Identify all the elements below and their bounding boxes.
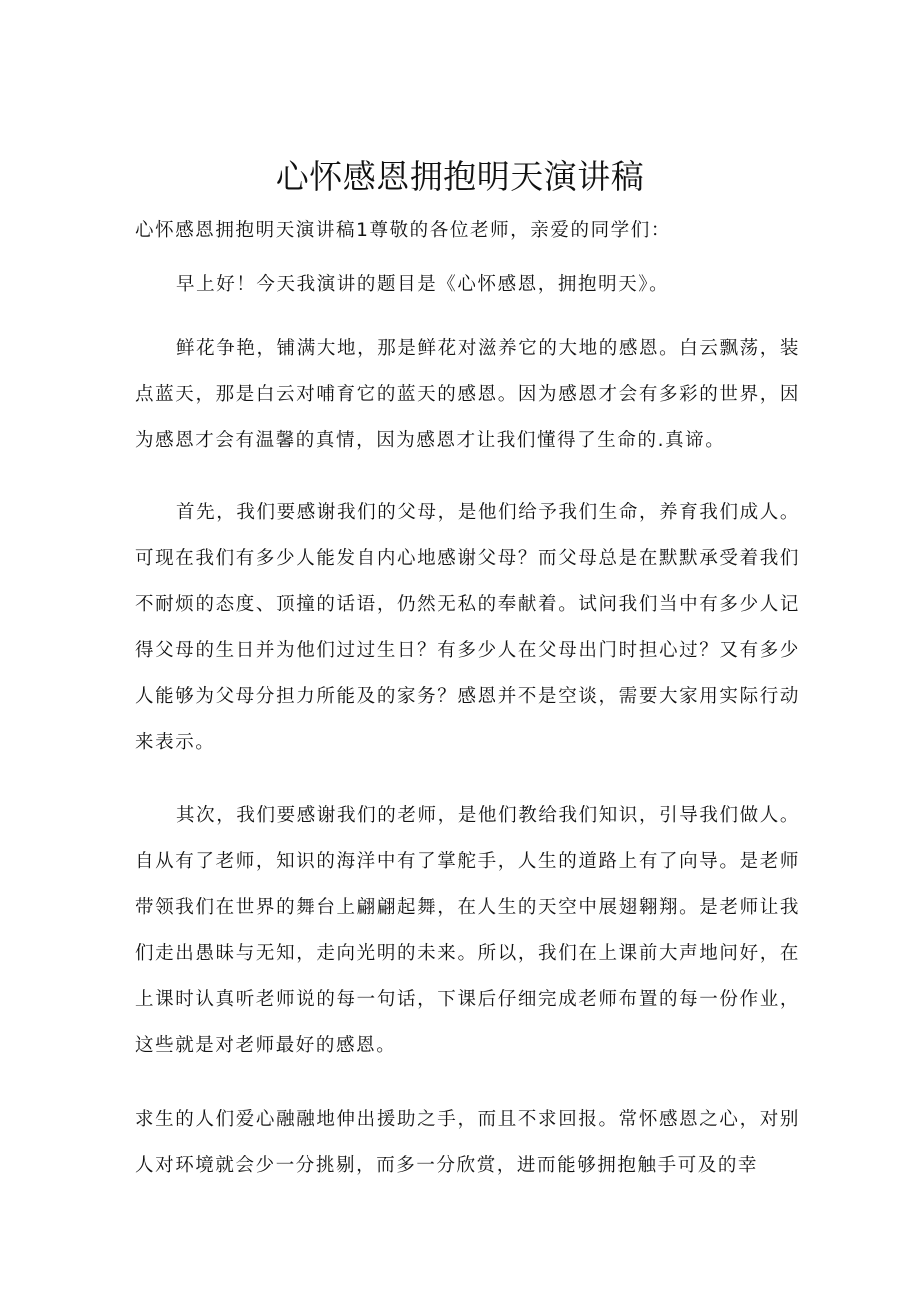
paragraph-thank-teachers: 其次，我们要感谢我们的老师，是他们教给我们知识，引导我们做人。自从有了老师，知识的海洋中有了掌舵手，人生的道路上有了向导。是老师带领我们在世界的舞台上翩翩起舞，在人生的天空中展翅翱翔。是老师让我们走出愚昧与无知，走向光明的未来。所以，我们在上课前大声地问好，在上课时认真听老师说的每一句话，下课后仔细完成老师布置的每一份作业，这些就是对老师最好的感恩。	[135, 805, 800, 1056]
paragraph-greeting: 早上好！今天我演讲的题目是《心怀感恩，拥抱明天》。	[176, 274, 670, 295]
paragraph-flowers-clouds: 鲜花争艳，铺满大地，那是鲜花对滋养它的大地的感恩。白云飘荡，装点蓝天，那是白云对哺育它的蓝天的感恩。因为感恩才会有多彩的世界，因为感恩才会有温馨的真情，因为感恩才让我们懂得了生命的.真谛。	[135, 338, 800, 451]
document-title: 心怀感恩拥抱明天演讲稿	[275, 157, 645, 196]
paragraph-thank-parents: 首先，我们要感谢我们的父母，是他们给予我们生命，养育我们成人。可现在我们有多少人能发自内心地感谢父母？而父母总是在默默承受着我们不耐烦的态度、顶撞的话语，仍然无私的奉献着。试问我们当中有多少人记得父母的生日并为他们过过生日？有多少人在父母出门时担心过？又有多少人能够为父母分担力所能及的家务？感恩并不是空谈，需要大家用实际行动来表示。	[135, 502, 800, 753]
paragraph-salutation: 心怀感恩拥抱明天演讲稿1尊敬的各位老师，亲爱的同学们：	[135, 220, 671, 241]
paragraph-gratitude-heart: 求生的人们爱心融融地伸出援助之手，而且不求回报。常怀感恩之心，对别人对环境就会少一分挑剔，而多一分欣赏，进而能够拥抱触手可及的幸	[135, 1109, 800, 1176]
